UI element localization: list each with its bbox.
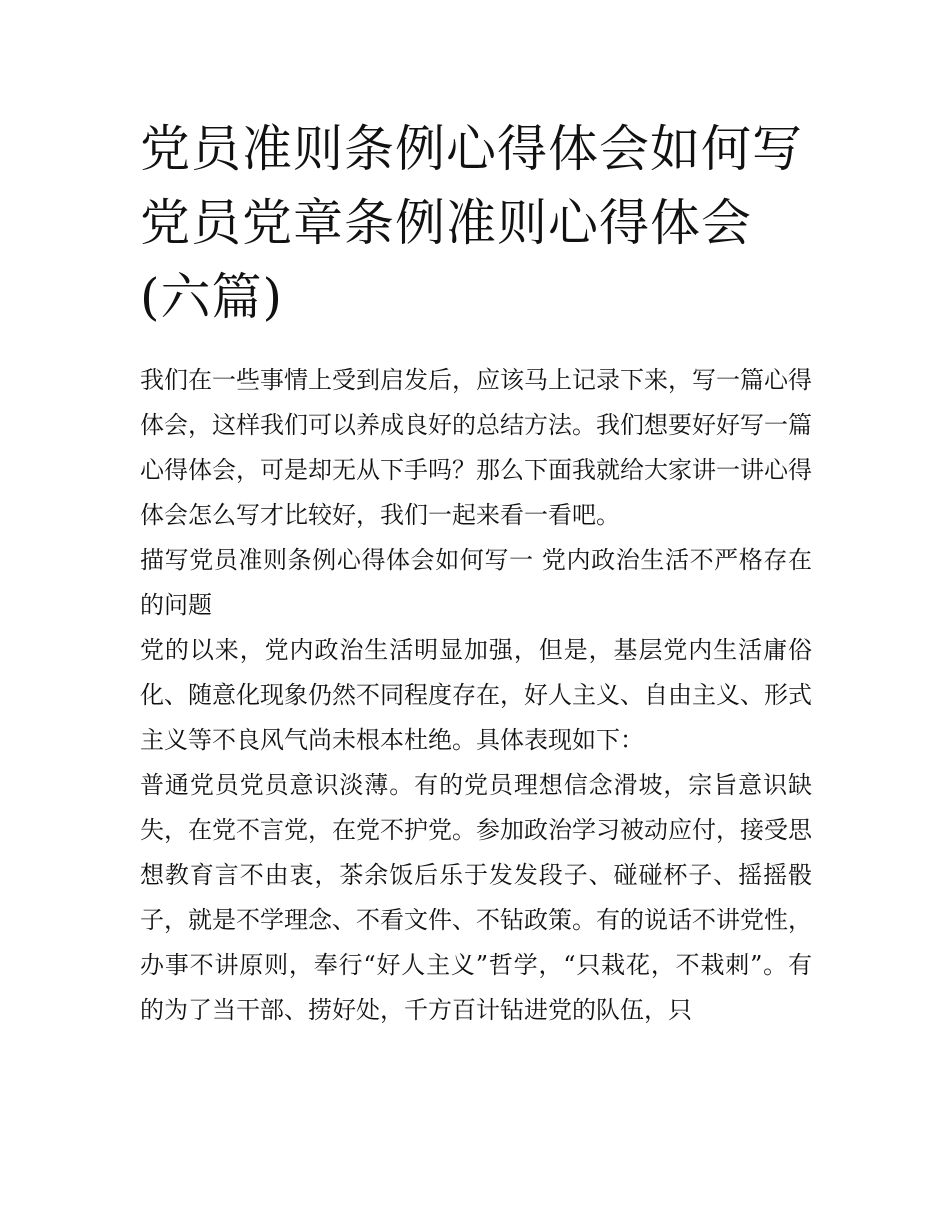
document-title: 党员准则条例心得体会如何写党员党章条例准则心得体会(六篇) bbox=[140, 120, 803, 326]
paragraph-intro: 我们在一些事情上受到启发后，应该马上记录下来，写一篇心得体会，这样我们可以养成良好的总结方法。我们想要好好写一篇心得体会，可是却无从下手吗？那么下面我就给大家讲一讲心得体会怎么写才比较好，我们一起来看一看吧。 bbox=[140, 366, 812, 529]
paragraph-members: 普通党员党员意识淡薄。有的党员理想信念滑坡，宗旨意识缺失，在党不言党，在党不护党。参加政治学习被动应付，接受思想教育言不由衷，茶余饭后乐于发发段子、碰碰杯子、摇摇骰子，就是不学理念、不看文件、不钻政策。有的说话不讲党性，办事不讲原则，奉行“好人主义”哲学，“只栽花，不栽刺”。有的为了当干部、捞好处，千方百计钻进党的队伍，只 bbox=[140, 771, 812, 1024]
section-heading: 描写党员准则条例心得体会如何写一 党内政治生活不严格存在的问题 bbox=[140, 546, 812, 619]
document-body bbox=[140, 358, 812, 1033]
paragraph-overview: 党的以来，党内政治生活明显加强，但是，基层党内生活庸俗化、随意化现象仍然不同程度存在，好人主义、自由主义、形式主义等不良风气尚未根本杜绝。具体表现如下： bbox=[140, 636, 812, 754]
